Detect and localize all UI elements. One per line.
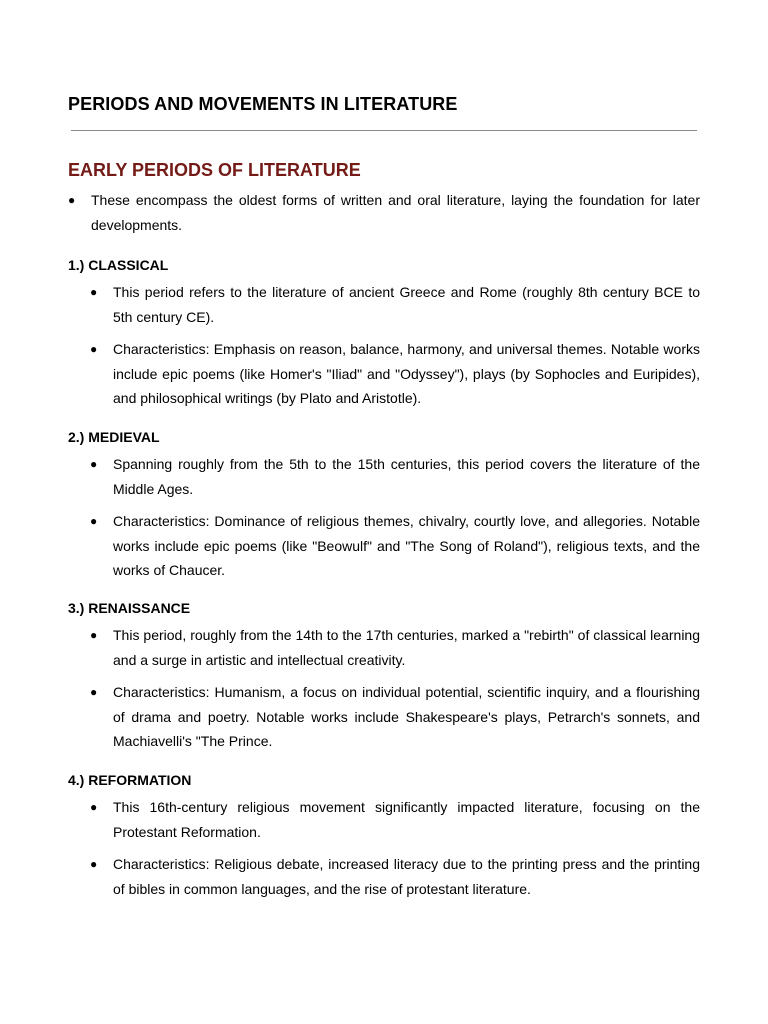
list-item <box>90 852 700 901</box>
title-divider <box>71 130 697 131</box>
intro-bullet <box>68 188 700 237</box>
bullet-dot-icon: ● <box>90 514 98 528</box>
list-item <box>90 509 700 583</box>
period-heading-renaissance: 3.) RENAISSANCE <box>68 600 191 616</box>
bullet-dot-icon: ● <box>90 800 98 814</box>
period-heading-classical: 1.) CLASSICAL <box>68 257 169 273</box>
list-item <box>90 452 700 501</box>
bullet-dot-icon: ● <box>90 857 98 871</box>
section-heading: EARLY PERIODS OF LITERATURE <box>68 160 361 180</box>
page-title: PERIODS AND MOVEMENTS IN LITERATURE <box>68 94 458 114</box>
list-item-text: Characteristics: Humanism, a focus on individual potential, scientific inquiry, and a flourishing of drama and poetry. Notable works include Shakespeare's plays, Petrarch's sonnets, and Machiavelli's "The Prince. <box>113 684 700 749</box>
list-item <box>90 280 700 329</box>
list-item-text: Characteristics: Dominance of religious themes, chivalry, courtly love, and allegories. Notable works include epic poems (like "Beowulf" and "The Song of Roland"), religious texts, and the works of Chaucer. <box>113 513 700 578</box>
list-item-text: Spanning roughly from the 5th to the 15th centuries, this period covers the literature of the Middle Ages. <box>113 456 700 497</box>
list-item <box>90 795 700 844</box>
list-item-text: This period, roughly from the 14th to the 17th centuries, marked a "rebirth" of classical learning and a surge in artistic and intellectual creativity. <box>113 627 700 668</box>
list-item <box>90 337 700 411</box>
list-item-text: Characteristics: Emphasis on reason, balance, harmony, and universal themes. Notable works include epic poems (like Homer's "Iliad" and "Odyssey"), plays (by Sophocles and Euripides), and philosophical writings (by Plato and Aristotle). <box>113 341 700 406</box>
period-heading-reformation: 4.) REFORMATION <box>68 772 192 788</box>
bullet-dot-icon: ● <box>90 457 98 471</box>
list-item <box>90 623 700 672</box>
list-item-text: Characteristics: Religious debate, increased literacy due to the printing press and the printing of bibles in common languages, and the rise of protestant literature. <box>113 856 700 897</box>
period-heading-medieval: 2.) MEDIEVAL <box>68 429 160 445</box>
bullet-dot-icon: ● <box>68 193 76 207</box>
bullet-dot-icon: ● <box>90 685 98 699</box>
bullet-dot-icon: ● <box>90 342 98 356</box>
intro-text: These encompass the oldest forms of written and oral literature, laying the foundation for later developments. <box>91 192 700 233</box>
bullet-dot-icon: ● <box>90 285 98 299</box>
bullet-dot-icon: ● <box>90 628 98 642</box>
list-item <box>90 680 700 754</box>
list-item-text: This period refers to the literature of ancient Greece and Rome (roughly 8th century BCE to 5th century CE). <box>113 284 700 325</box>
list-item-text: This 16th-century religious movement significantly impacted literature, focusing on the Protestant Reformation. <box>113 799 700 840</box>
